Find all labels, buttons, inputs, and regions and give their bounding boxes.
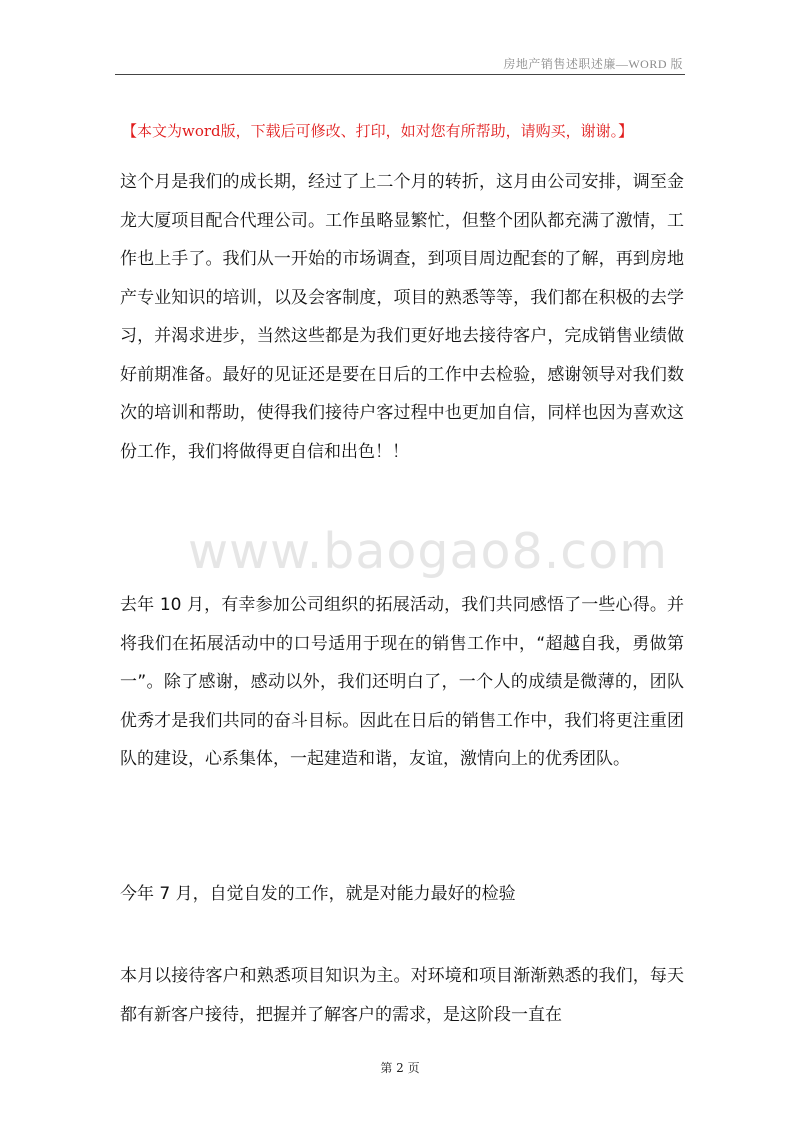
page-number: 第 2 页 — [380, 1061, 420, 1075]
paragraph-2: 去年 10 月，有幸参加公司组织的拓展活动，我们共同感悟了一些心得。并将我们在拓展活动中的口号适用于现在的销售工作中，“超越自我，勇做第一”。除了感谢，感动以外，我们还明白了，一个人的成绩是微薄的，团队优秀才是我们共同的奋斗目标。因此在日后的销售工作中，我们将更注重团队的建设，心系集体，一起建造和谐，友谊，激情向上的优秀团队。 — [120, 595, 684, 769]
download-notice: 【本文为word版，下载后可修改、打印，如对您有所帮助，请购买，谢谢。】 — [122, 122, 634, 140]
paragraph-4: 本月以接待客户和熟悉项目知识为主。对环境和项目渐渐熟悉的我们，每天都有新客户接待，把握并了解客户的需求，是这阶段一直在 — [120, 966, 684, 1025]
paragraph-3: 今年 7 月，自觉自发的工作，就是对能力最好的检验 — [120, 884, 516, 904]
watermark: www.baogao8.com — [188, 523, 668, 580]
header-divider — [115, 74, 685, 75]
paragraph-1: 这个月是我们的成长期，经过了上二个月的转折，这月由公司安排，调至金龙大厦项目配合代理公司。工作虽略显繁忙，但整个团队都充满了激情，工作也上手了。我们从一开始的市场调查，到项目周边配套的了解，再到房地产专业知识的培训，以及会客制度，项目的熟悉等等，我们都在积极的去学习，并渴求进步，当然这些都是为我们更好地去接待客户，完成销售业绩做好前期准备。最好的见证还是要在日后的工作中去检验，感谢领导对我们数次的培训和帮助，使得我们接待户客过程中也更加自信，同样也因为喜欢这份工作，我们将做得更自信和出色！！ — [120, 172, 684, 462]
header-title: 房地产销售述职述廉—WORD 版 — [503, 57, 683, 71]
